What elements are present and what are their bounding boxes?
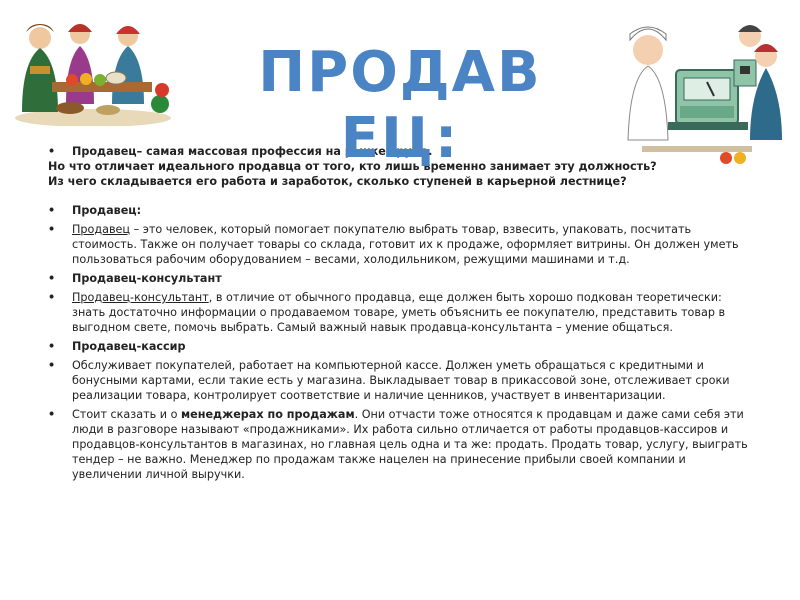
managers-bold: менеджерах по продажам [180, 408, 355, 421]
bullet-marker: • [48, 359, 56, 372]
section-heading: Продавец-кассир [72, 340, 186, 353]
market-vendors-illustration [12, 8, 174, 126]
section-body-seller [48, 222, 758, 267]
term-link[interactable]: Продавец-консультант [72, 291, 209, 304]
section-heading: Продавец: [72, 204, 142, 217]
section-body-consultant [48, 290, 758, 335]
section-heading-seller [48, 203, 758, 218]
section-body-cashier [48, 358, 758, 403]
managers-lead: Стоит сказать и о [72, 408, 181, 421]
managers-text: . Они отчасти тоже относятся к продавцам и даже сами себя эти люди в разговоре называют «продажниками». Их работа сильно отличается от работы продавцов-кассиров и продавцов-консультантов в магазинах, но главная цель одна и та же: продать. Продать товар, услугу, выиграть тендер – не важно. Менеджер по продажам также нацелен на принесение прибыли своей компании и увеличении личной выручки. [72, 408, 748, 481]
bullet-marker: • [48, 408, 56, 421]
managers-paragraph [48, 407, 758, 482]
section-heading-consultant [48, 271, 758, 286]
bullet-marker: • [48, 272, 56, 285]
bullet-marker: • [48, 223, 56, 236]
section-heading: Продавец-консультант [72, 272, 222, 285]
intro-text: Продавец– самая массовая профессия на рынке труда. [72, 145, 433, 158]
intro-line-2: Но что отличает идеального продавца от того, кто лишь временно занимает эту должность? [48, 160, 657, 173]
term-link[interactable]: Продавец [72, 223, 131, 236]
section-text: – это человек, который помогает покупателю выбрать товар, взвесить, упаковать, посчитать стоимость. Также он получает товары со склада, готовит их к продаже, оформляет витрины. Он должен уметь пользоваться рабочим оборудованием – весами, холодильником, режущими машинами и т.д. [72, 223, 739, 266]
slide-content [48, 144, 758, 482]
slide-title: ПРОДАВЕЦ: [258, 40, 542, 171]
bullet-marker: • [48, 340, 56, 353]
section-heading-cashier [48, 339, 758, 354]
bullet-marker: • [48, 145, 56, 158]
section-text: , в отличие от обычного продавца, еще должен быть хорошо подкован теоретически: знать достаточно информации о продаваемом товаре, уметь объяснить ее покупателю, представить товар в выгодном свете, помочь выбрать. Самый важный навык продавца-консультанта – умение общаться. [72, 291, 726, 334]
bullet-marker: • [48, 204, 56, 217]
bullet-marker: • [48, 291, 56, 304]
intro-line-3: Из чего складывается его работа и заработок, сколько ступеней в карьерной лестнице? [48, 175, 627, 188]
section-text: Обслуживает покупателей, работает на компьютерной кассе. Должен уметь обращаться с кредитными и бонусными картами, если такие есть у магазина. Выкладывает товар в прикассовой зоне, отслеживает сроки реализации товара, контролирует соответствие и наличие ценников, участвует в инвентаризации. [72, 359, 730, 402]
